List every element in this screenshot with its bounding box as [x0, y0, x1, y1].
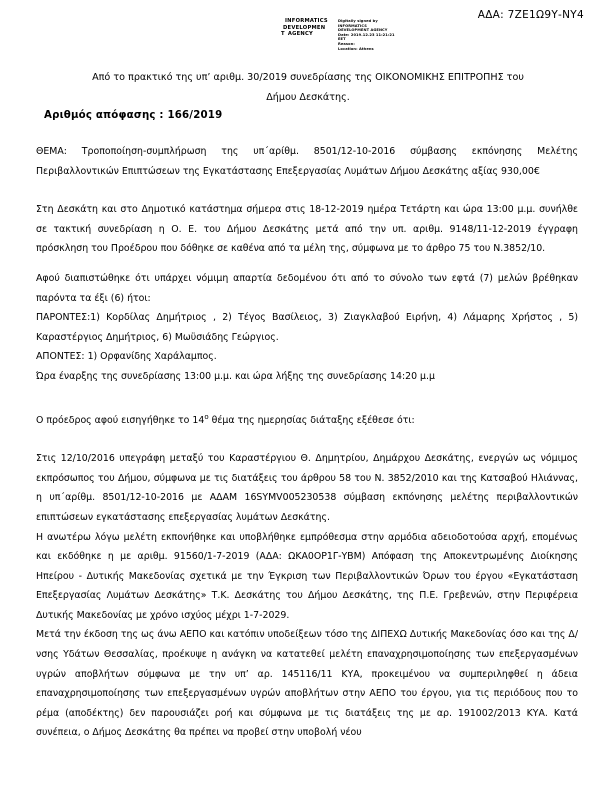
absent-members: ΑΠΟΝΤΕΣ: 1) Ορφανίδης Χαράλαμπος. — [36, 351, 217, 363]
session-hours: Ώρα έναρξης της συνεδρίασης 13:00 μ.μ. και ώρα λήξης της συνεδρίασης 14:20 μ.μ — [36, 370, 435, 382]
digital-signature-stamp — [281, 18, 403, 54]
esign-detail-line-6: Reason: — [338, 41, 355, 46]
ada-registry-code: ΑΔΑ: 7ΖΕ1Ω9Υ-ΝΥ4 — [477, 9, 584, 21]
agenda-intro-suffix: θέμα της ημερησίας διάταξης εξέθεσε ότι: — [208, 414, 415, 426]
minutes-intro-line-1: Από το πρακτικό της υπ’ αριθμ. 30/2019 συνεδρίασης της ΟΙΚΟΝΟΜΙΚΗΣ ΕΠΙΤΡΟΠΗΣ του — [92, 72, 524, 83]
minutes-intro — [88, 68, 528, 108]
esign-detail-line-4: Date: 2019.12.23 11:21:21 — [338, 32, 395, 37]
body-paragraph-1: Στις 12/10/2016 υπεγράφη μεταξύ του Καραστέργιου Θ. Δημητρίου, Δημάρχου Δεσκάτης, ενεργών ως νόμιμος εκπρόσωπος του Δήμου, σύμφωνα με τις διατάξεις του άρθρου 58 του Ν. 3852/2010 και της Κατσαβού Ηλιάννας, η υπ΄αρίθμ. 8501/12-10-2016 με ΑΔΑΜ 16SYMV005230538 σύμβαση εκπόνησης μελέτης περιβαλλοντικών επιπτώσεων εγκατάστασης επεξεργασίας λυμάτων Δεσκάτης. — [36, 453, 578, 523]
present-members: ΠΑΡΟΝΤΕΣ:1) Κορδίλας Δημήτριος , 2) Τέγος Βασίλειος, 3) Ζιαγκλαβού Ειρήνη, 4) Λάμαρης Χρήστος , 5) Καραστέργιος Δημήτριος, 6) Μωϋσιάδης Γεώργιος. — [36, 312, 578, 343]
esign-logo-line-3: T AGENCY — [281, 31, 314, 38]
document-body — [36, 142, 578, 743]
esign-logo-line-2: DEVELOPMEN — [283, 24, 326, 31]
body-paragraph-3: Μετά την έκδοση της ως άνω ΑΕΠΟ και κατόπιν υποδείξεων τόσο της ΔΙΠΕΧΩ Δυτικής Μακεδονίας όσο και της Δ/νσης Υδάτων Θεσσαλίας, προέκυψε η ανάγκη να κατατεθεί μελέτη επαναχρησιμοποίησης των επεξεργασμένων υγρών αποβλήτων σύμφωνα με την υπ’ αρ. 145116/11 ΚΥΑ, προκειμένου να συμπεριληφθεί η άδεια επαναχρησιμοποίησης των επεξεργασμένων υγρών αποβλήτων στην ΑΕΠΟ του έργου, για τις περιόδους που το ρέμα (αποδέκτης) δεν παρουσιάζει ροή και σύμφωνα με τις διατάξεις της με αρ. 191002/2013 ΚΥΑ. Κατά συνέπεια, ο Δήμος Δεσκάτης θα πρέπει να προβεί στην υποβολή νέου — [36, 629, 578, 739]
decision-number: Αριθμός απόφασης : 166/2019 — [44, 110, 223, 121]
esign-detail-line-1: Digitally signed by — [338, 19, 378, 23]
agenda-item-ordinal: ο — [204, 412, 209, 421]
quorum-paragraph: Αφού διαπιστώθηκε ότι υπάρχει νόμιμη απαρτία δεδομένου ότι από το σύνολο των εφτά (7) μελών βρέθηκαν παρόντα τα έξι (6) ήτοι: — [36, 272, 578, 304]
subject-paragraph: ΘΕΜΑ: Τροποποίηση-συμπλήρωση της υπ΄αρίθμ. 8501/12-10-2016 σύμβασης εκπόνησης Μελέτης Περιβαλλοντικών Επιπτώσεων της Εγκατάστασης Επεξεργασίας Λυμάτων Δήμου Δεσκάτης αξίας 930,00€ — [36, 146, 578, 177]
agenda-intro-prefix: Ο πρόεδρος αφού εισηγήθηκε το 14 — [36, 414, 205, 426]
esign-detail-line-3: DEVELOPMENT AGENCY — [338, 28, 388, 33]
meeting-details-paragraph: Στη Δεσκάτη και στο Δημοτικό κατάστημα σήμερα στις 18-12-2019 ημέρα Τετάρτη και ώρα 13:00 μ.μ. συνήλθε σε τακτική συνεδρίαση η Ο. Ε. του Δήμου Δεσκάτης μετά από την υπ. αριθμ. 9148/11-12-2019 έγγραφη πρόσκληση του Προέδρου που δόθηκε σε καθένα από τα μέλη της, σύμφωνα με το άρθρο 75 του Ν.3852/10. — [36, 204, 578, 255]
esign-logo-line-1: INFORMATICS — [285, 18, 328, 24]
digital-signature-details — [338, 19, 404, 51]
agenda-item-intro — [36, 411, 578, 431]
esign-detail-line-2: INFORMATICS — [338, 23, 367, 28]
minutes-intro-line-2: Δήμου Δεσκάτης. — [266, 92, 350, 103]
esign-detail-line-7: Location: Athens — [338, 46, 374, 51]
body-paragraph-2: Η ανωτέρω λόγω μελέτη εκπονήθηκε και υποβλήθηκε εμπρόθεσμα στην αρμόδια αδειοδοτούσα αρχή, επομένως και εκδόθηκε η με αριθμ. 91560/1-7-2019 (ΑΔΑ: ΩΚΑ0ΟΡ1Γ-ΥΒΜ) Απόφαση της Αποκεντρωμένης Διοίκησης Ηπείρου - Δυτικής Μακεδονίας σχετικά με την Έγκριση των Περιβαλλοντικών Όρων του έργου «Εγκατάσταση Επεξεργασίας Λυμάτων Δεσκάτης» Τ.Κ. Δεσκάτης του Δήμου Δεσκάτης, της Π.Ε. Γρεβενών, στην Περιφέρεια Δυτικής Μακεδονίας με χρόνο ισχύος μέχρι 1-7-2029. — [36, 531, 578, 621]
esign-detail-line-5: EET — [338, 37, 346, 42]
